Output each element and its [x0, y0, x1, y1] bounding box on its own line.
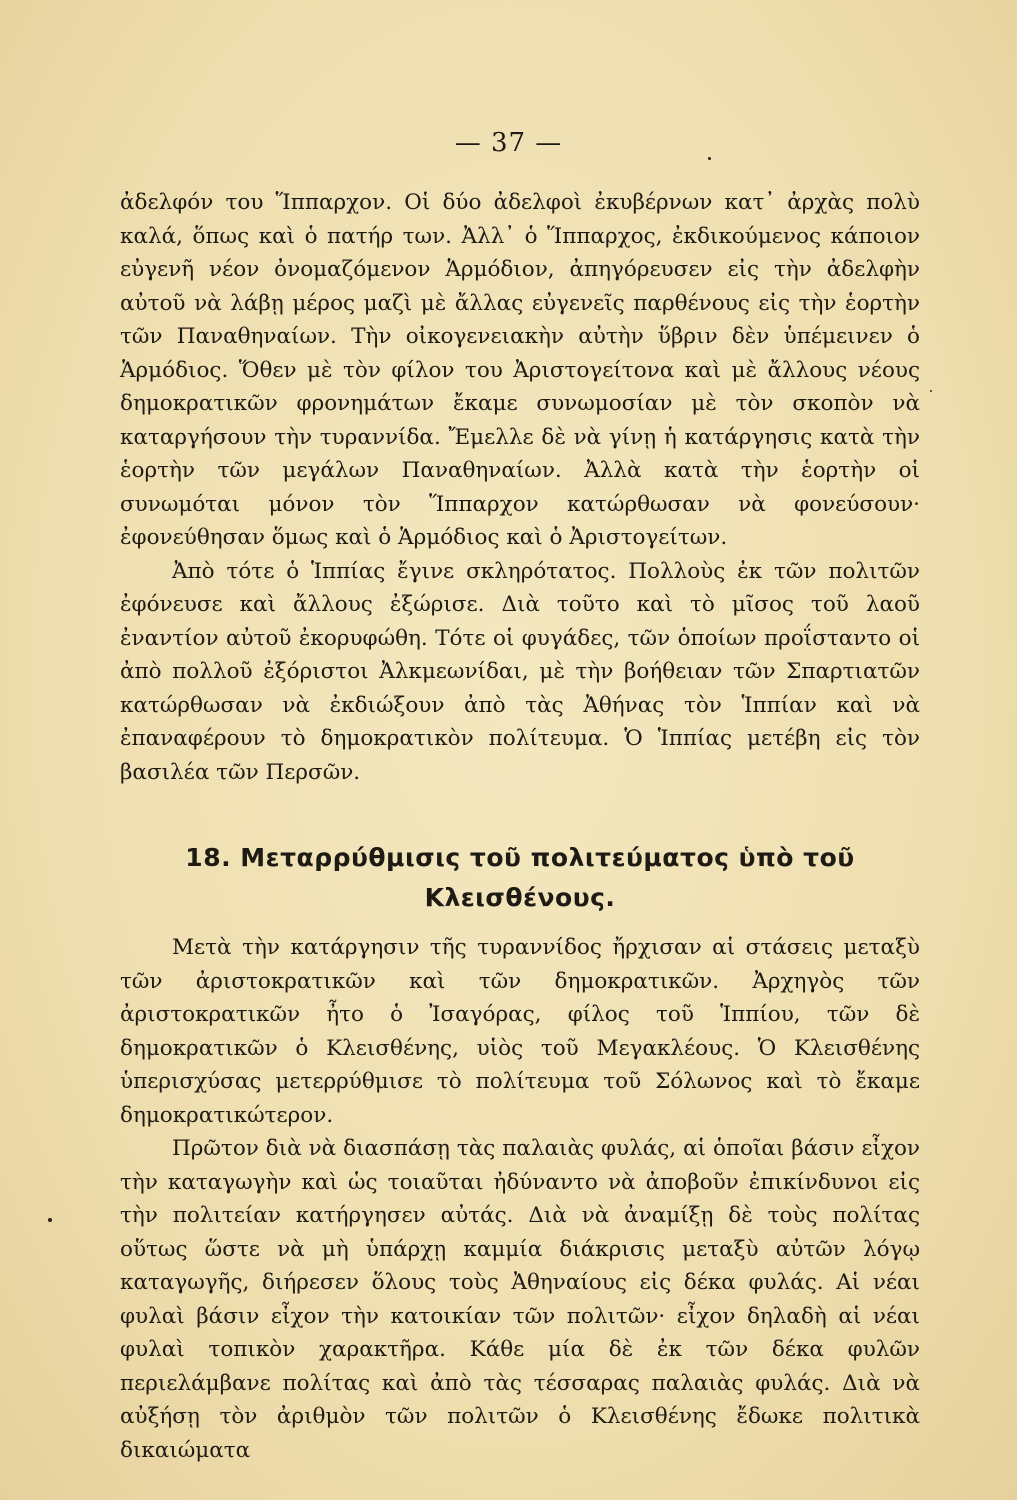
- paragraph-hippias: Ἀπὸ τότε ὁ Ἱππίας ἔγινε σκληρότατος. Πολλοὺς ἐκ τῶν πολιτῶν ἐφόνευσε καὶ ἄλλους ἐξώρισε. Διὰ τοῦτο καὶ τὸ μῖσος τοῦ λαοῦ ἐναντίον αὐτοῦ ἐκορυφώθη. Τότε οἱ φυγάδες, τῶν ὁποίων προΐσταντο οἱ ἀπὸ πολλοῦ ἐξόριστοι Ἀλκμεωνίδαι, μὲ τὴν βοήθειαν τῶν Σπαρτιατῶν κατώρθωσαν νὰ ἐκδιώξουν ἀπὸ τὰς Ἀθήνας τὸν Ἱππίαν καὶ νὰ ἐπαναφέρουν τὸ δημοκρατικὸν πολίτευμα. Ὁ Ἱππίας μετέβη εἰς τὸν βασιλέα τῶν Περσῶν.: [120, 558, 920, 785]
- section-heading: [120, 838, 920, 918]
- paragraph-factions: Μετὰ τὴν κατάργησιν τῆς τυραννίδος ἤρχισαν αἱ στάσεις μεταξὺ τῶν ἀριστοκρατικῶν καὶ τῶν δημοκρατικῶν. Ἀρχηγὸς τῶν ἀριστοκρατικῶν ἦτο ὁ Ἰσαγόρας, φίλος τοῦ Ἱππίου, τῶν δὲ δημοκρατικῶν ὁ Κλεισθένης, υἱὸς τοῦ Μεγακλέους. Ὁ Κλεισθένης ὑπερισχύσας μετερρύθμισε τὸ πολίτευμα τοῦ Σόλωνος καὶ τὸ ἔκαμε δημοκρατικώτερον.: [120, 935, 920, 1128]
- page-number: — 37 —: [454, 128, 563, 158]
- text-block-top: [120, 186, 920, 789]
- paper-speck: [930, 390, 932, 392]
- paper-speck: [48, 1218, 52, 1222]
- section-heading-line2: Κλεισθένους.: [424, 883, 616, 912]
- text-block-bottom: [120, 931, 920, 1467]
- paragraph-continued: ἀδελφόν του Ἵππαρχον. Οἱ δύο ἀδελφοὶ ἐκυβέρνων κατ᾽ ἀρχὰς πολὺ καλά, ὅπως καὶ ὁ πατήρ των. Ἀλλ᾽ ὁ Ἵππαρχος, ἐκδικούμενος κάποιον εὐγενῆ νέον ὀνομαζόμενον Ἁρμόδιον, ἀπηγόρευσεν εἰς τὴν ἀδελφὴν αὐτοῦ νὰ λάβῃ μέρος μαζὶ μὲ ἄλλας εὐγενεῖς παρθένους εἰς τὴν ἑορτὴν τῶν Παναθηναίων. Τὴν οἰκογενειακὴν αὐτὴν ὕβριν δὲν ὑπέμεινεν ὁ Ἁρμόδιος. Ὅθεν μὲ τὸν φίλον του Ἀριστογείτονα καὶ μὲ ἄλλους νέους δημοκρατικῶν φρονημάτων ἔκαμε συνωμοσίαν μὲ τὸν σκοπὸν νὰ καταργήσουν τὴν τυραννίδα. Ἔμελλε δὲ νὰ γίνῃ ἡ κατάργησις κατὰ τὴν ἑορτὴν τῶν μεγάλων Παναθηναίων. Ἀλλὰ κατὰ τὴν ἑορτὴν οἱ συνωμόται μόνον τὸν Ἵππαρχον κατώρθωσαν νὰ φονεύσουν· ἐφονεύθησαν ὅμως καὶ ὁ Ἁρμόδιος καὶ ὁ Ἀριστογείτων.: [120, 190, 920, 550]
- paragraph-tribes: Πρῶτον διὰ νὰ διασπάσῃ τὰς παλαιὰς φυλάς, αἱ ὁποῖαι βάσιν εἶχον τὴν καταγωγὴν καὶ ὡς τοιαῦται ἠδύναντο νὰ ἀποβοῦν ἐπικίνδυνοι εἰς τὴν πολιτείαν κατήργησεν αὐτάς. Διὰ νὰ ἀναμίξῃ δὲ τοὺς πολίτας οὕτως ὥστε νὰ μὴ ὑπάρχῃ καμμία διάκρισις μεταξὺ αὐτῶν λόγῳ καταγωγῆς, διήρεσεν ὅλους τοὺς Ἀθηναίους εἰς δέκα φυλάς. Αἱ νέαι φυλαὶ βάσιν εἶχον τὴν κατοικίαν τῶν πολιτῶν· εἶχον δηλαδὴ αἱ νέαι φυλαὶ τοπικὸν χαρακτῆρα. Κάθε μία δὲ ἐκ τῶν δέκα φυλῶν περιελάμβανε πολίτας καὶ ἀπὸ τὰς τέσσαρας παλαιὰς φυλάς. Διὰ νὰ αὐξήσῃ τὸν ἀριθμὸν τῶν πολιτῶν ὁ Κλεισθένης ἔδωκε πολιτικὰ δικαιώματα: [120, 1136, 920, 1463]
- section-heading-line1: 18. Μεταρρύθμισις τοῦ πολιτεύματος ὑπὸ τοῦ: [185, 843, 855, 872]
- paper-speck: [708, 157, 711, 160]
